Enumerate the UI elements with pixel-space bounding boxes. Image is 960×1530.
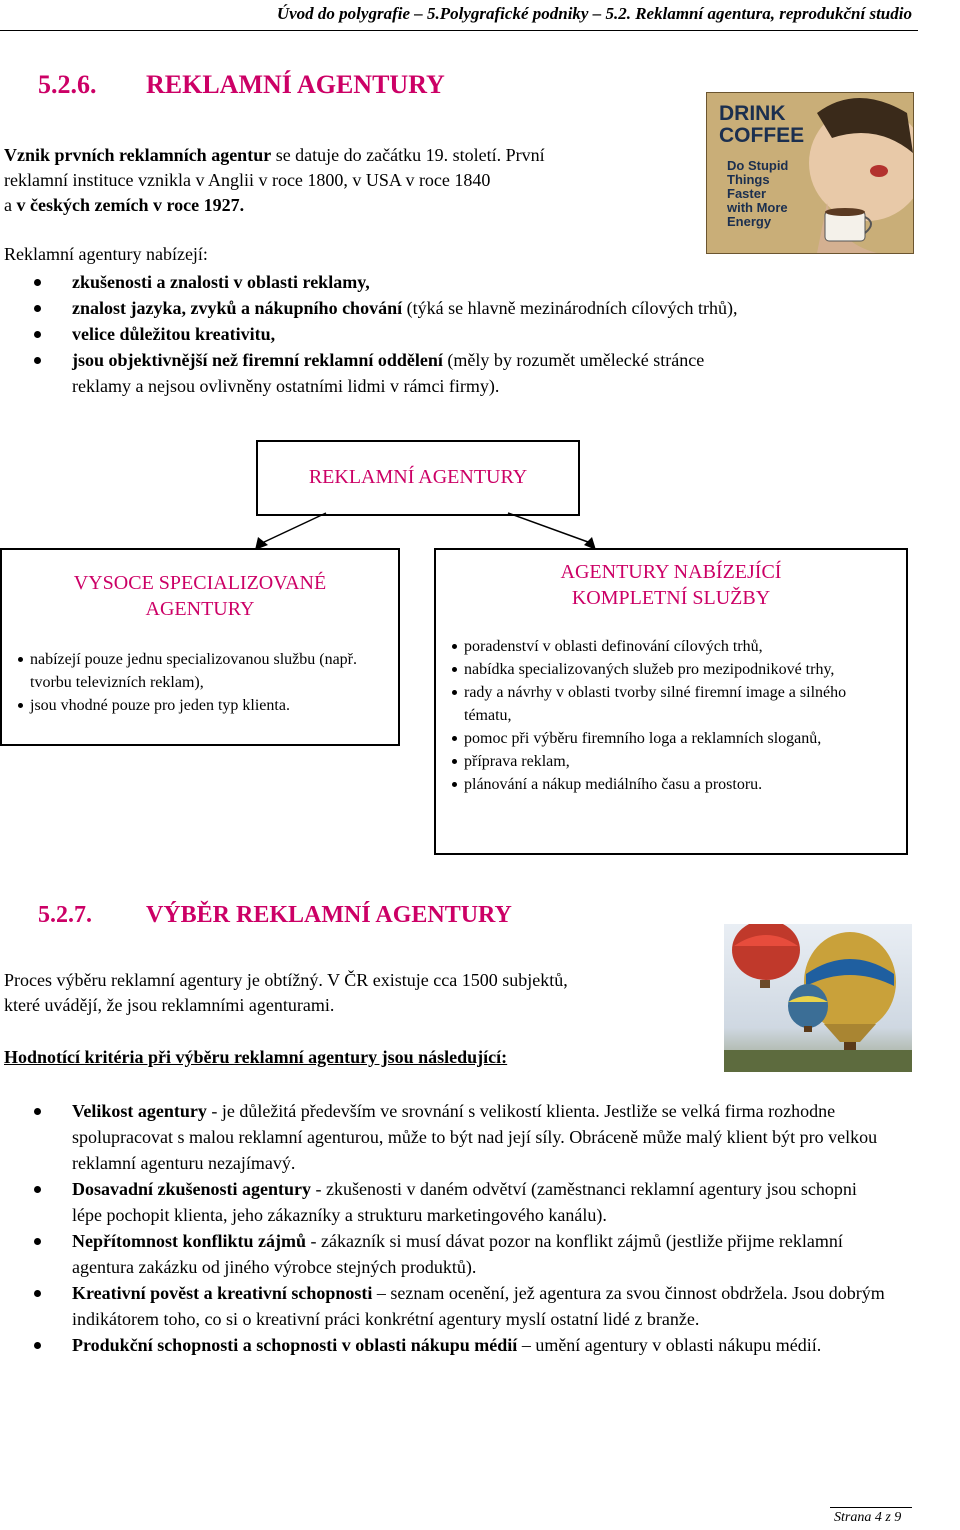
poster-line-3: Do Stupid <box>727 158 789 173</box>
list-item: nabízejí pouze jednu specializovanou službu (např. tvorbu televizních reklam), <box>14 648 368 694</box>
list-item <box>0 1332 890 1358</box>
right-title-line1: AGENTURY NABÍZEJÍCÍ <box>560 561 782 583</box>
left-title-line2: AGENTURY <box>145 598 255 620</box>
poster-line-drink: DRINK <box>719 102 786 125</box>
page-number: Strana 4 z 9 <box>834 1510 902 1525</box>
poster-line-4: Things <box>727 172 770 187</box>
offer-bold: velice důležitou kreativitu, <box>72 324 276 344</box>
list-item: jsou vhodné pouze pro jeden typ klienta. <box>14 694 368 717</box>
criterion-bold: Velikost agentury <box>72 1101 207 1121</box>
footer-rule <box>830 1507 912 1508</box>
left-box-title <box>2 570 398 622</box>
left-title-line1: VYSOCE SPECIALIZOVANÉ <box>73 572 327 594</box>
list-item: poradenství v oblasti definování cílových trhů, <box>448 635 892 658</box>
offer-rest: (týká se hlavně mezinárodních cílových trhů), <box>402 298 738 318</box>
section-title: VÝBĚR REKLAMNÍ AGENTURY <box>146 902 512 928</box>
connector-right <box>508 513 588 542</box>
section-number: 5.2.7. <box>38 902 92 928</box>
list-item: plánování a nákup mediálního času a prostoru. <box>448 773 892 796</box>
selection-intro <box>4 968 714 1018</box>
list-item <box>0 1176 890 1228</box>
offer-bold: znalost jazyka, zvyků a nákupního chování <box>72 298 403 318</box>
criteria-list <box>0 1098 890 1358</box>
left-box-list <box>14 648 368 717</box>
selection-intro-line1: Proces výběru reklamní agentury je obtížný. V ČR existuje cca 1500 subjektů, <box>4 970 568 990</box>
selection-intro-line2: které uvádějí, že jsou reklamními agenturami. <box>4 995 335 1015</box>
balloons-illustration <box>724 924 912 1072</box>
list-item <box>0 1098 890 1176</box>
criterion-rest: – seznam ocenění, jež agentura za svou činnost obdržela. Jsou dobrým indikátorem toho, co si o kreativní práci konkrétní agentury myslí ostatní lidé z branže. <box>72 1283 885 1329</box>
section-title: REKLAMNÍ AGENTURY <box>146 70 445 99</box>
criterion-bold: Nepřítomnost konfliktu zájmů <box>72 1231 307 1251</box>
list-item: příprava reklam, <box>448 750 892 773</box>
criterion-rest: – umění agentury v oblasti nákupu médií. <box>517 1335 822 1355</box>
list-item: nabídka specializovaných služeb pro mezipodnikové trhy, <box>448 658 892 681</box>
poster-line-7: Energy <box>727 214 772 229</box>
criterion-rest: - je důležitá především ve srovnání s velikostí klienta. Jestliže se velká firma rozhodne spolupracovat s malou reklamní agenturou, může to být nad její síly. Obráceně může malý klient být pro velkou reklamní agenturu nezajímavý. <box>72 1101 878 1173</box>
connector-left <box>262 513 326 543</box>
offer-continuation: reklamy a nejsou ovlivněny ostatními lidmi v rámci firmy). <box>72 376 500 396</box>
offer-bold: zkušenosti a znalosti v oblasti reklamy, <box>72 272 370 292</box>
diagram-left-box <box>0 548 400 746</box>
intro-line3-bold: v českých zemích v roce 1927. <box>16 195 245 215</box>
list-item: rady a návrhy v oblasti tvorby silné firemní image a silného tématu, <box>448 681 892 727</box>
poster-line-5: Faster <box>727 186 767 201</box>
intro-bold: Vznik prvních reklamních agentur <box>4 145 272 165</box>
poster-line-6: with More <box>727 200 788 215</box>
intro-line3-pre: a <box>4 195 17 215</box>
right-box-title <box>436 559 906 611</box>
offers-label: Reklamní agentury nabízejí: <box>4 244 208 264</box>
diagram-root-title: REKLAMNÍ AGENTURY <box>308 466 528 488</box>
criterion-rest: - zkušenosti v daném odvětví (zaměstnanci reklamní agentury jsou schopni lépe pochopit klienta, jeho zákazníky a strukturu marketingového kanálu). <box>72 1179 857 1225</box>
criteria-heading: Hodnotící kritéria při výběru reklamní agentury jsou následující: <box>4 1047 508 1067</box>
criterion-bold: Dosavadní zkušenosti agentury <box>72 1179 312 1199</box>
poster-line-coffee: COFFEE <box>719 124 805 147</box>
right-box-list <box>448 635 892 796</box>
offer-rest: (měly by rozumět umělecké stránce <box>442 350 705 370</box>
criterion-bold: Produkční schopnosti a schopnosti v oblasti nákupu médií <box>72 1335 518 1355</box>
hot-air-balloons-photo <box>724 924 912 1072</box>
running-header: Úvod do polygrafie – 5.Polygrafické podniky – 5.2. Reklamní agentura, reprodukční studio <box>276 4 912 23</box>
intro-text: se datuje do začátku 19. století. První <box>271 145 545 165</box>
intro-line2: reklamní instituce vznikla v Anglii v roce 1800, v USA v roce 1840 <box>4 170 491 190</box>
right-title-line2: KOMPLETNÍ SLUŽBY <box>571 587 771 609</box>
section-number: 5.2.6. <box>38 70 97 99</box>
section-heading-527 <box>38 902 512 929</box>
diagram-right-box <box>434 548 908 855</box>
list-item <box>0 1228 890 1280</box>
offer-bold: jsou objektivnější než firemní reklamní oddělení <box>72 350 443 370</box>
list-item <box>0 1280 890 1332</box>
criterion-bold: Kreativní pověst a kreativní schopnosti <box>72 1283 373 1303</box>
criterion-rest: - zákazník si musí dávat pozor na konflikt zájmů (jestliže přijme reklamní agentura zakázku od jiného výrobce stejných produktů). <box>72 1231 843 1277</box>
list-item: pomoc při výběru firemního loga a reklamních sloganů, <box>448 727 892 750</box>
